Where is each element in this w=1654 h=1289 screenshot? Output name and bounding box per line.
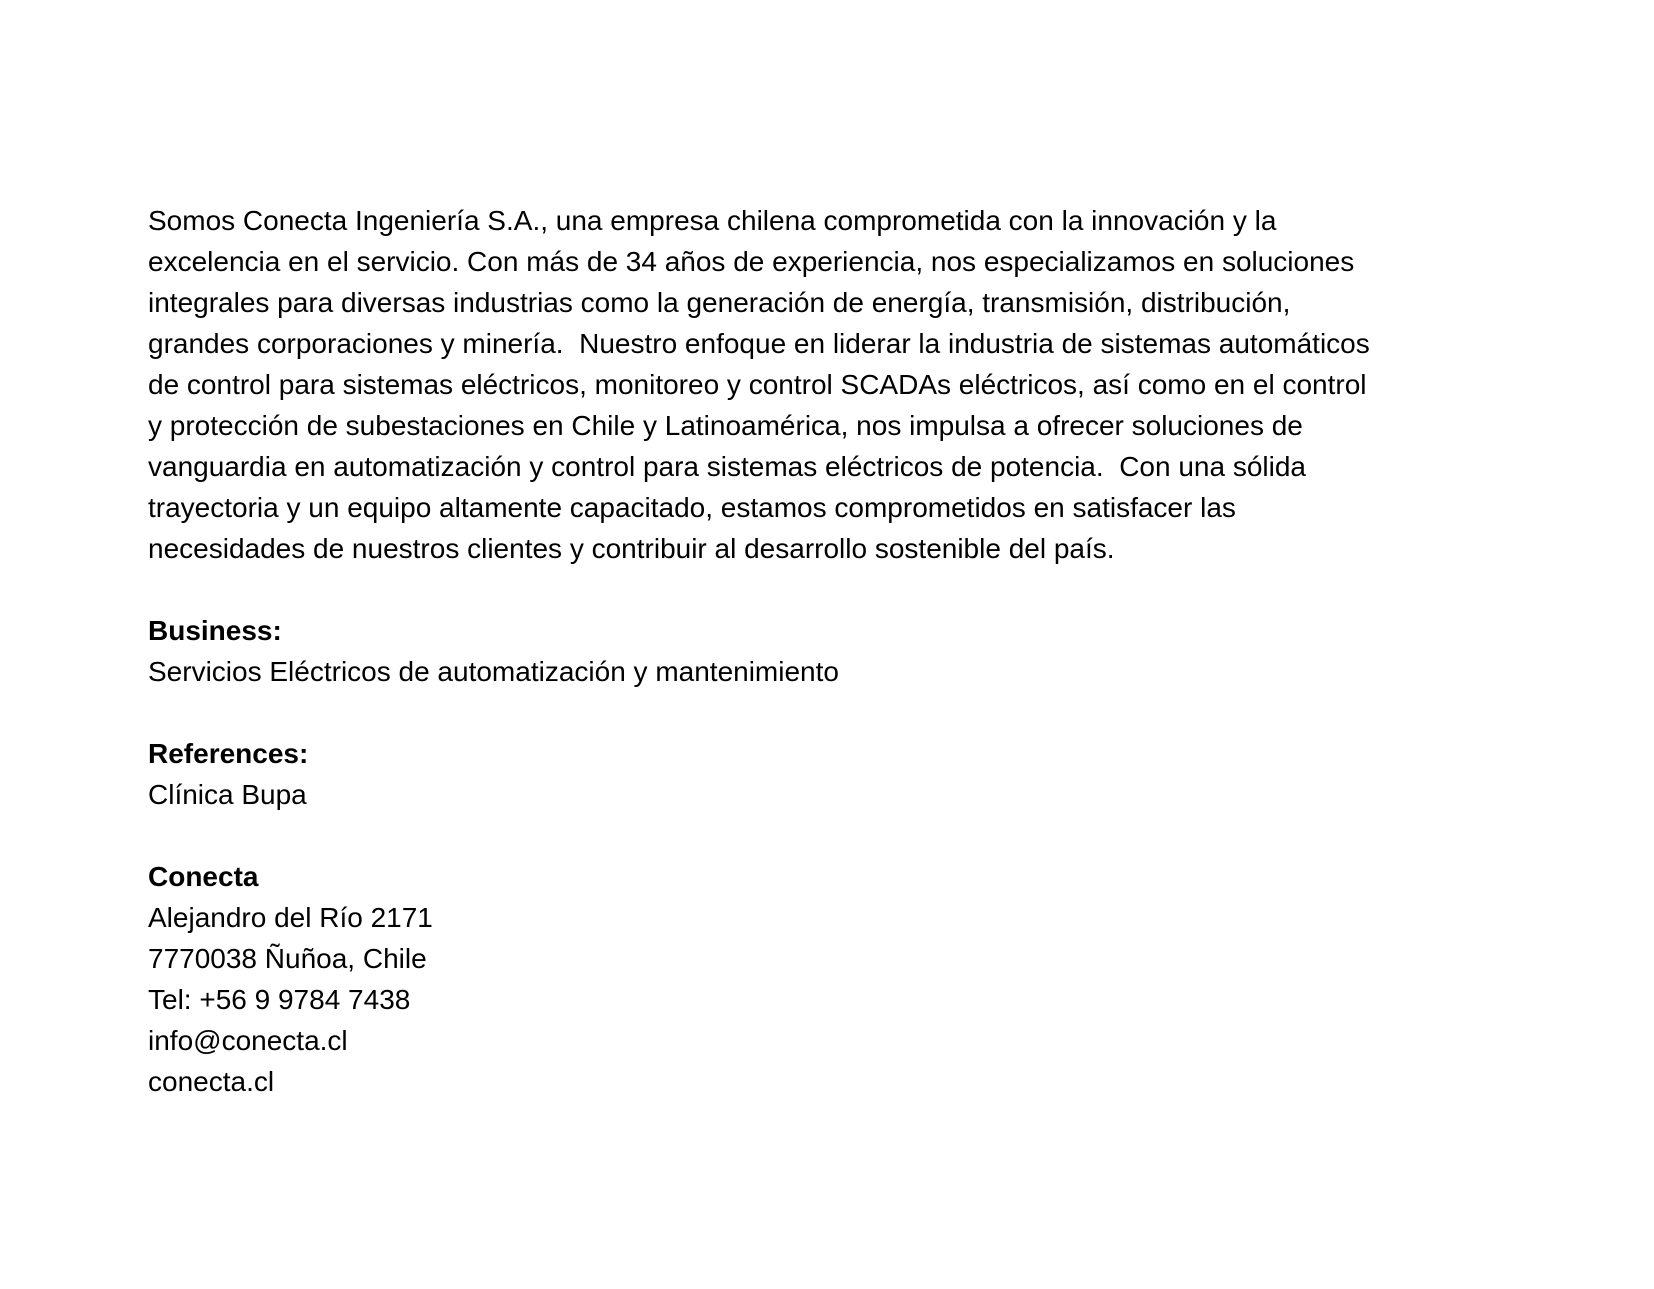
contact-section: [148, 856, 1548, 1102]
intro-paragraph: [148, 200, 1548, 569]
text-column: [148, 200, 1548, 1102]
contact-city-line: 7770038 Ñuñoa, Chile: [148, 943, 427, 974]
business-section: [148, 610, 1548, 692]
paragraph-line: de control para sistemas eléctricos, monitoreo y control SCADAs eléctricos, así como en el control: [148, 369, 1367, 400]
paragraph-line: excelencia en el servicio. Con más de 34 años de experiencia, nos especializamos en soluciones: [148, 246, 1355, 277]
paragraph-line: grandes corporaciones y minería. Nuestro enfoque en liderar la industria de sistemas automáticos: [148, 328, 1370, 359]
contact-website-line: conecta.cl: [148, 1066, 275, 1097]
paragraph-line: necesidades de nuestros clientes y contribuir al desarrollo sostenible del país.: [148, 533, 1115, 564]
business-heading: Business:: [148, 615, 282, 646]
contact-address-line: Alejandro del Río 2171: [148, 902, 433, 933]
business-line: Servicios Eléctricos de automatización y mantenimiento: [148, 656, 839, 687]
contact-heading: Conecta: [148, 861, 259, 892]
contact-email-line: info@conecta.cl: [148, 1025, 348, 1056]
paragraph-line: Somos Conecta Ingeniería S.A., una empresa chilena comprometida con la innovación y la: [148, 205, 1277, 236]
contact-phone-line: Tel: +56 9 9784 7438: [148, 984, 411, 1015]
paragraph-line: trayectoria y un equipo altamente capacitado, estamos comprometidos en satisfacer las: [148, 492, 1236, 523]
paragraph-line: integrales para diversas industrias como la generación de energía, transmisión, distribución,: [148, 287, 1291, 318]
paragraph-line: vanguardia en automatización y control para sistemas eléctricos de potencia. Con una sólida: [148, 451, 1306, 482]
references-section: [148, 733, 1548, 815]
references-heading: References:: [148, 738, 309, 769]
references-line: Clínica Bupa: [148, 779, 307, 810]
paragraph-line: y protección de subestaciones en Chile y Latinoamérica, nos impulsa a ofrecer soluciones de: [148, 410, 1303, 441]
